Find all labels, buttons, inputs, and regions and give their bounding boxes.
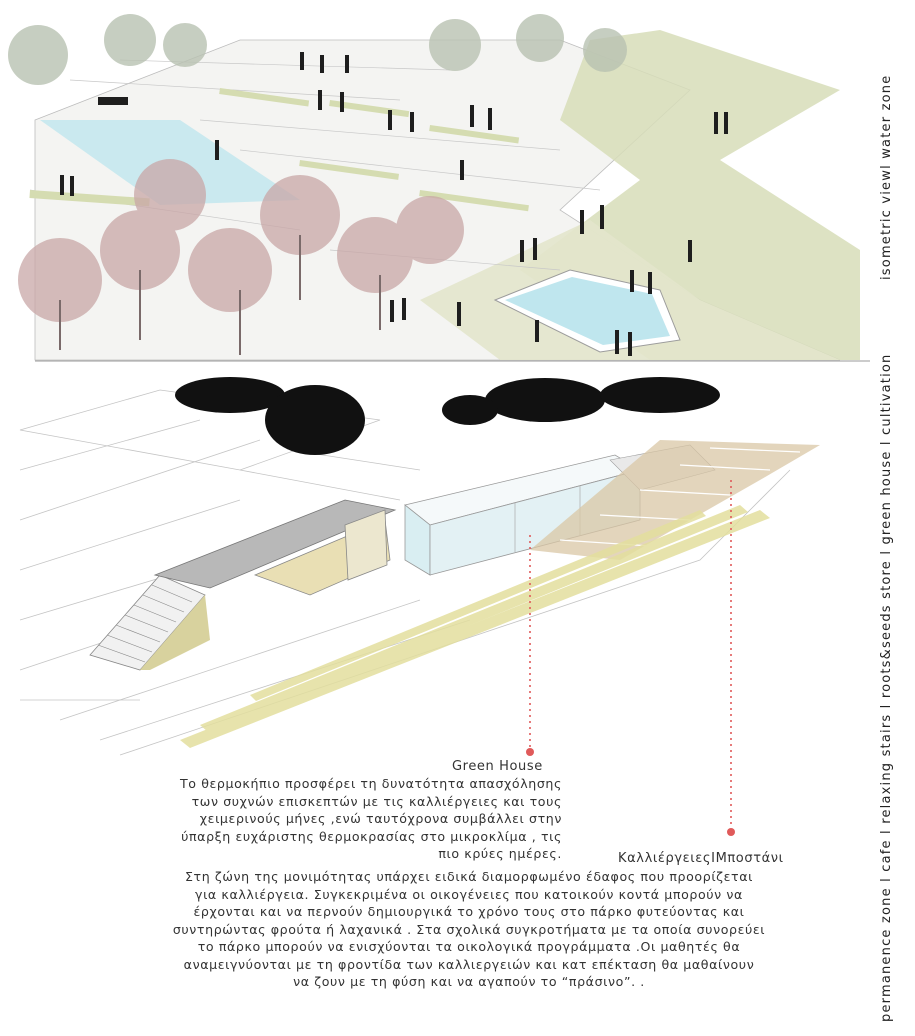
greenhouse-text-line: χειμερινούς μήνες ,ενώ ταυτόχρονα συμβάλλει στην: [199, 811, 562, 826]
greenhouse-text-line: ύπαρξη ευχάριστης θερμοκρασίας στο μικροκλίμα , τις: [181, 828, 562, 844]
side-label-permanence-zone: permanence zone l cafe l relaxing stairs l roots&seeds store l green house l cultivation: [879, 353, 894, 1022]
cultivation-text: [122, 868, 816, 991]
greenhouse-marker: [526, 748, 534, 756]
dark-trees: [175, 377, 720, 455]
cultivation-text-line: να ζουν με τη φύση και να αγαπούν το “πράσινο”. .: [293, 974, 645, 989]
greenhouse-text: [122, 775, 562, 863]
greenhouse-text-line: Το θερμοκήπιο προσφέρει τη δυνατότητα απασχόλησης: [180, 776, 562, 791]
cultivation-text-line: αναμειγνύονται με τη φροντίδα των καλλιεργειών και κατ επέκταση θα μαθαίνουν: [183, 956, 755, 972]
greenhouse-title: Green House: [452, 759, 543, 774]
cultivation-text-line: το πάρκο μπορούν να ενισχύονται τα οικολογικά προγράμματα .Οι μαθητές θα: [197, 939, 741, 954]
greenhouse-text-line: πιο κρύες ημέρες.: [438, 846, 562, 861]
cultivation-marker: [727, 828, 735, 836]
cultivation-title: ΚαλλιέργειεςΙΜποστάνι: [618, 851, 784, 866]
cultivation-text-line: για καλλιέργεια. Συγκεκριμένα οι οικογένειες που κατοικούν κοντά μπορούν να: [195, 886, 743, 902]
permanence-zone-view: [20, 377, 820, 836]
cultivation-text-line: Στη ζώνη της μονιμότητας υπάρχει ειδικά διαμορφωμένο έδαφος που προορίζεται: [185, 869, 753, 884]
side-label-water-zone: isometric viewl water zone: [879, 74, 894, 280]
cultivation-text-line: έρχονται και να περνούν δημιουργικά το χρόνο τους στο πάρκο φυτεύοντας και: [193, 904, 745, 919]
greenhouse-text-line: των συχνών επισκεπτών με τις καλλιέργειες και τους: [191, 793, 562, 809]
cultivation-text-line: συντηρώντας φρούτα ή λαχανικά . Στα σχολικά συγκροτήματα με τα οποία συνορεύει: [172, 921, 766, 937]
water-zone-view: [8, 14, 870, 361]
